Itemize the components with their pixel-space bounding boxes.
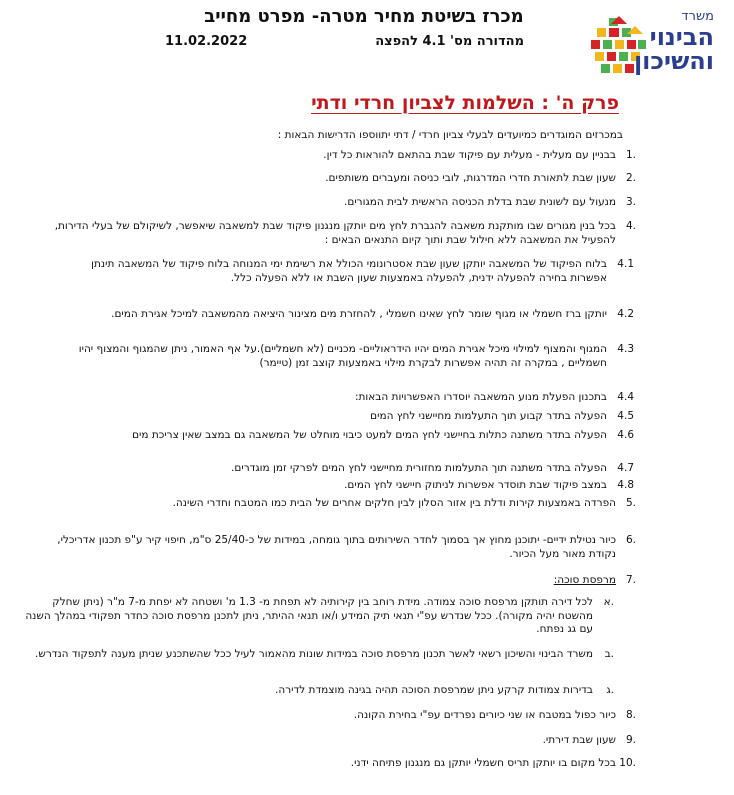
list-item: בכל בנין מגורים שבו מותקנת משאבה להגברת לחץ מים יותקן מנגנון פיקוד שבת למשאבה שיאפשר, לשיקולם של בעלי הדירות, להפעיל את המשאבה ללא חילול שבת ותוך קיום התנאים הבאים :: [54, 220, 616, 246]
logo-line-1: משרד: [681, 9, 714, 24]
list-item: בבניין עם מעלית - מעלית עם פיקוד שבת בהתאם להוראות כל דין.: [323, 149, 616, 161]
list-item: בתכנון הפעלת מנוע המשאבה יוסדרו האפשרויות הבאות:: [354, 391, 607, 403]
item-number: 7.: [625, 574, 636, 586]
logo-line-2: הבינוי: [649, 23, 714, 51]
intro-paragraph: במכרזים המוגדרים כמיועדים לבעלי צביון חרדי / דתי יתווספו הדרישות הבאות :: [277, 129, 623, 141]
list-item: כיור נטילת ידיים- יתוכנן מחוץ אך בסמוך לחדר השירותים בתוך גומחה, במידות של כ-25/40 ס"מ, חיפוי קיר ע"פ תכנון אדריכלי, נקודת מאור מעל הכיור.: [57, 534, 616, 560]
list-item: שעון שבת לתאורת חדרי המדרגות, לובי כניסה ומעברים משותפים.: [325, 172, 616, 184]
list-item: הפעלה בתדר קבוע תוך התעלמות מחיישני לחץ המים: [370, 410, 607, 422]
list-item: כיור כפול במטבח או שני כיורים נפרדים עפ"י בחירת הקונה.: [353, 709, 616, 721]
list-item: יותקן ברז חשמלי או מגוף שומר לחץ שאינו חשמלי , להחזרת מים מצינור היציאה מהמשאבה למיכל אגירת המים.: [111, 308, 607, 320]
chapter-title: פרק ה' : השלמות לצביון חרדי ודתי: [311, 92, 619, 114]
balcony-heading: מרפסת סוכה:: [553, 574, 616, 586]
list-item: במצב פיקוד שבת תוסדר אפשרות לניתוק חיישני לחץ המים.: [344, 479, 607, 491]
list-item: המגוף והמצוף למילוי מיכל אגירת המים יהיו הידראוליים- מכניים (לא חשמליים).על אף האמור, ניתן שהמגוף והמצוף יהיו חשמליים , במקרה זה תהיה אפשרות לבקרת מילוי באמצעות קוצב זמן (טיימר): [78, 343, 607, 369]
list-item: בכל מקום בו יותקן תריס חשמלי יותקן גם מנגנון פתיחה ידני.: [350, 757, 616, 769]
item-number: 4.7: [617, 462, 634, 474]
list-item: בלוח הפיקוד של המשאבה יותקן שעון שבת אסטרונומי הכולל את רשימת ימי המנוחה בלוח פיקוד של המשאבה תינתן אפשרות בחירה להפעלה ידנית, להפעלה באמצעות שעון השבת או ללא הפעלה כלל.: [91, 258, 607, 284]
list-item: שעון שבת דירתי.: [542, 734, 616, 746]
item-number: 8.: [625, 709, 636, 721]
list-item: בדירות צמודות קרקע ניתן שמרפסת הסוכה תהיה בגינה מוצמדת לדירה.: [275, 684, 593, 696]
list-item: הפעלה בתדר משתנה כתלות בחיישני לחץ המים למעט כיבוי מוחלט של המשאבה גם במצב שאין צריכת מים: [132, 429, 607, 441]
list-item: הפרדה באמצעות קירות ודלת בין אזור הסלון לבין חלקים אחרים של הבית כמו המטבח וחדרי השינה.: [172, 497, 616, 509]
edition-label: מהדורה מס' 4.1 להפצה: [375, 34, 524, 49]
list-item: משרד הבינוי והשיכון רשאי לאשר תכנון מרפסת סוכה במידות שונות מהאמור לעיל ככל שהשתכנע שניתן מענה לתפקוד הנדרש.: [35, 648, 593, 660]
item-number: 10.: [619, 757, 636, 769]
item-number: 6.: [625, 534, 636, 546]
item-number: 4.2: [617, 308, 634, 320]
item-number: 1.: [625, 149, 636, 161]
item-number: 4.3: [617, 343, 634, 355]
item-number: 4.: [625, 220, 636, 232]
item-number: א.: [603, 596, 614, 608]
item-number: 4.6: [617, 429, 634, 441]
item-number: 3.: [625, 196, 636, 208]
item-number: 9.: [625, 734, 636, 746]
document-title: מכרז בשיטת מחיר מטרה- מפרט מחייב: [204, 6, 524, 27]
item-number: 4.1: [617, 258, 634, 270]
item-number: 4.5: [617, 410, 634, 422]
edition-date: 11.02.2022: [165, 34, 248, 49]
logo-line-3: והשיכון: [633, 47, 714, 75]
item-number: 4.8: [617, 479, 634, 491]
item-number: 4.4: [617, 391, 634, 403]
list-item: לכל דירה תותקן מרפסת סוכה צמודה. מידת רוחב בין קירותיה לא תפחת מ- 1.3 מ' ושטחה לא יפחת מ-7 מ"ר (ניתן שחלק מהשטח יהיה מקורה). ככל שנדרש עפ"י תנאי תיק המידע ו/או תנאי ההיתר, ניתן לתכנן מרפסת סוכה כחדר תפקודי במהלך השנה עם גג נפתח.: [25, 596, 593, 635]
item-number: ג.: [606, 684, 614, 696]
list-item: מנעול עם לשונית שבת בדלת הכניסה הראשית לבית המגורים.: [344, 196, 616, 208]
item-number: 2.: [625, 172, 636, 184]
item-number: ב.: [604, 648, 614, 660]
item-number: 5.: [625, 497, 636, 509]
list-item: הפעלה בתדר משתנה תוך התעלמות מחזורית מחיישני לחץ המים לפרקי זמן מוגדרים.: [231, 462, 607, 474]
